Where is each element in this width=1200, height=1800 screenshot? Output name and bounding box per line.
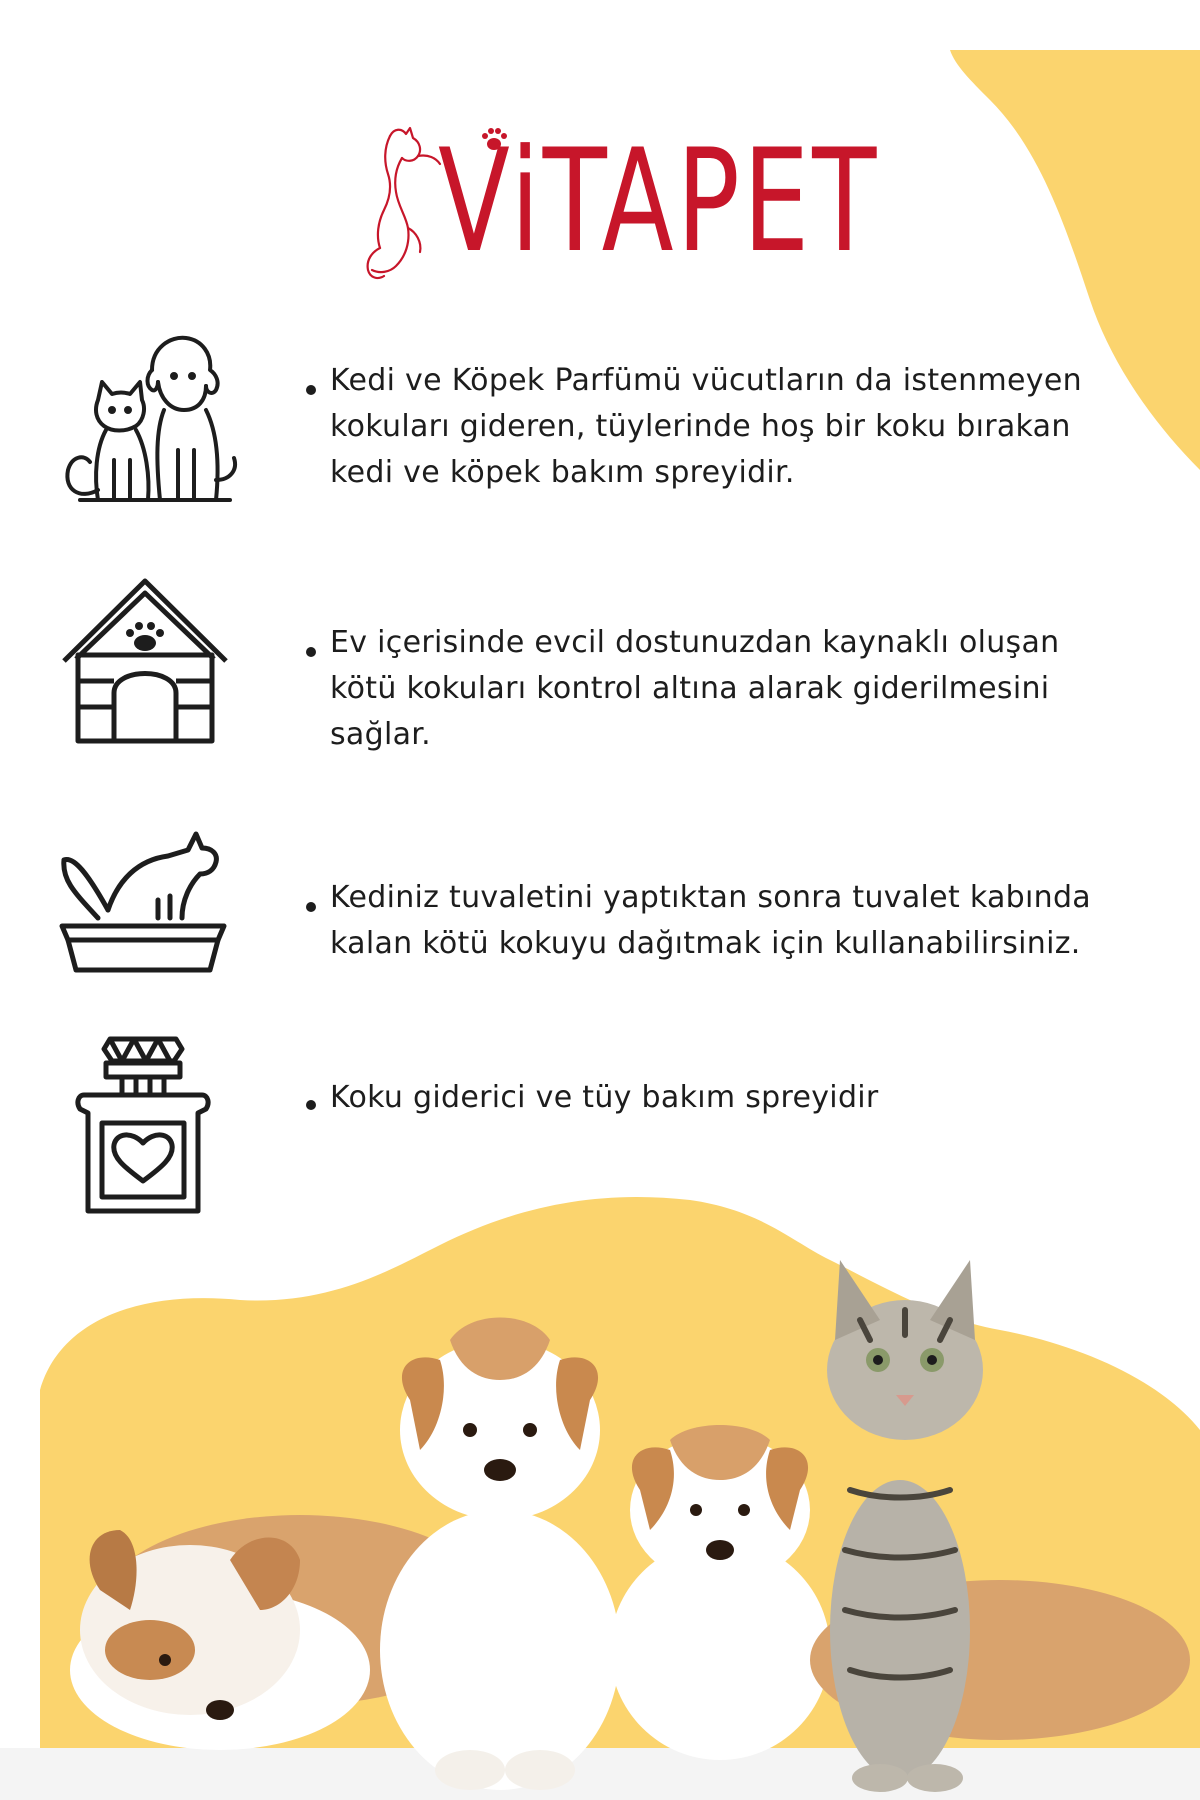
pet-house-icon [60,575,230,745]
feature-description [330,358,1200,496]
feature-line: sağlar. [330,717,431,752]
feature-description [330,1075,1200,1121]
cat-and-dog-icon [60,330,245,510]
feature-line: kokuları gideren, tüylerinde hoş bir koku bırakan [330,409,1071,444]
feature-line: Koku giderici ve tüy bakım spreyidir [330,1080,879,1115]
puppies-and-kitten-photo [0,1230,1200,1800]
feature-description [330,875,1200,967]
bullet-dot [306,647,316,657]
bullet-dot [306,385,316,395]
feature-line: kötü kokuları kontrol altına alarak giderilmesini [330,671,1050,706]
bullet-dot [306,902,316,912]
feature-line: kalan kötü kokuyu dağıtmak için kullanabilirsiniz. [330,926,1081,961]
bullet-dot [306,1100,316,1110]
cat-litter-box-icon [58,830,228,975]
brand-name: ViTAPET [438,119,880,284]
feature-line: Kediniz tuvaletini yaptıktan sonra tuvalet kabında [330,880,1091,915]
feature-description [330,620,1200,758]
puppy-center [380,1318,620,1791]
vitapet-logo [350,118,910,288]
feature-line: Kedi ve Köpek Parfümü vücutların da istenmeyen [330,363,1082,398]
feature-line: Ev içerisinde evcil dostunuzdan kaynaklı oluşan [330,625,1060,660]
feature-line: kedi ve köpek bakım spreyidir. [330,455,795,490]
perfume-bottle-icon [74,1035,212,1220]
